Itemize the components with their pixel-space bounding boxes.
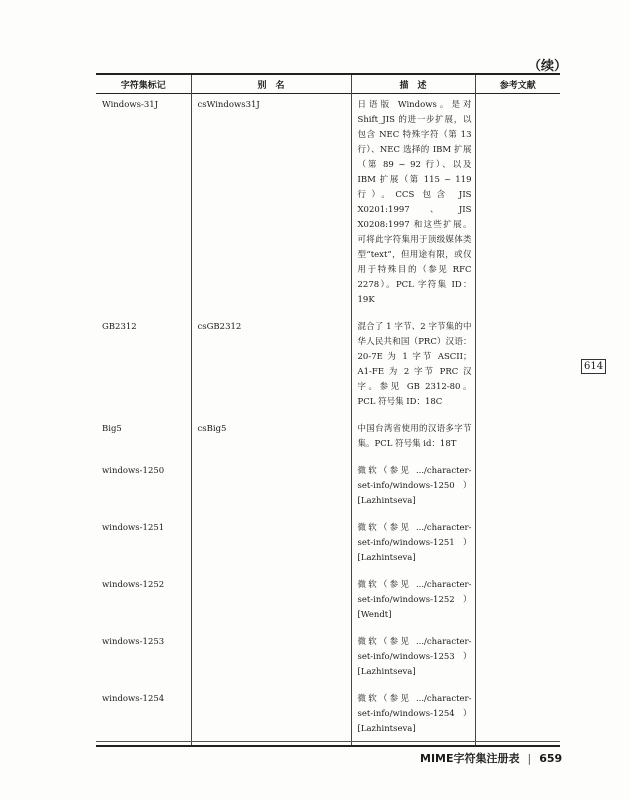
description-cell: 日语版 Windows。是对 Shift_JIS 的进一步扩展，以包含 NEC 特殊字符（第 13 行）、NEC 选择的 IBM 扩展（第 89 ~ 92 行）、以及 IBM 扩展（第 115 ~ 119 行）。CCS 包含 JIS X0201:1997、JIS X0208:1997 和这些扩展。可将此字符集用于顶级媒体类型“text”，但用途有限，或仅用于特殊目的（参见 RFC 2278）。PCL 字符集 ID：19K bbox=[351, 94, 475, 317]
alias-cell bbox=[191, 688, 351, 746]
alias-cell: csWindows31J bbox=[191, 94, 351, 317]
continued-label: （续） bbox=[528, 59, 568, 74]
table-row bbox=[96, 418, 560, 460]
reference-cell bbox=[475, 460, 560, 517]
description-cell: 微软（参见 .../character-set-info/windows-1251）[Lazhintseva] bbox=[351, 517, 475, 574]
margin-page-number: 614 bbox=[581, 359, 606, 374]
table-row bbox=[96, 460, 560, 517]
reference-cell bbox=[475, 688, 560, 746]
table-row bbox=[96, 316, 560, 418]
header-alias: 别 名 bbox=[191, 74, 351, 94]
footer-divider bbox=[96, 741, 560, 742]
footer-page-number: 659 bbox=[539, 752, 563, 765]
charset-tag-cell: GB2312 bbox=[102, 322, 137, 332]
charset-table bbox=[96, 73, 560, 747]
table-row bbox=[96, 631, 560, 688]
alias-cell bbox=[191, 574, 351, 631]
charset-tag-cell: Big5 bbox=[102, 424, 122, 434]
alias-cell bbox=[191, 460, 351, 517]
table-row bbox=[96, 517, 560, 574]
charset-tag-cell: windows-1253 bbox=[102, 637, 165, 647]
alias-cell: csGB2312 bbox=[191, 316, 351, 418]
description-cell: 微软（参见 .../character-set-info/windows-1254）[Lazhintseva] bbox=[351, 688, 475, 746]
alias-cell bbox=[191, 631, 351, 688]
description-cell: 微软（参见 .../character-set-info/windows-1250）[Lazhintseva] bbox=[351, 460, 475, 517]
footer-separator: | bbox=[527, 752, 532, 765]
description-cell: 微软（参见 .../character-set-info/windows-1252）[Wendt] bbox=[351, 574, 475, 631]
header-references: 参考文献 bbox=[475, 74, 560, 94]
charset-tag-cell: windows-1254 bbox=[102, 694, 165, 704]
charset-tag-cell: windows-1252 bbox=[102, 580, 165, 590]
table-row bbox=[96, 94, 560, 317]
reference-cell bbox=[475, 631, 560, 688]
charset-tag-cell: windows-1251 bbox=[102, 523, 165, 533]
description-cell: 中国台湾省使用的汉语多字节集。PCL 符号集 id：18T bbox=[351, 418, 475, 460]
footer-title: MIME字符集注册表 bbox=[420, 752, 520, 765]
charset-tag-cell: windows-1250 bbox=[102, 466, 165, 476]
table-header-row bbox=[96, 74, 560, 94]
header-charset-tag: 字符集标记 bbox=[120, 80, 166, 91]
alias-cell: csBig5 bbox=[191, 418, 351, 460]
reference-cell bbox=[475, 94, 560, 317]
description-cell: 微软（参见 .../character-set-info/windows-1253）[Lazhintseva] bbox=[351, 631, 475, 688]
reference-cell bbox=[475, 418, 560, 460]
table-row bbox=[96, 574, 560, 631]
charset-tag-cell: Windows-31J bbox=[102, 100, 159, 110]
header-description: 描 述 bbox=[351, 74, 475, 94]
description-cell: 混合了 1 字节、2 字节集的中华人民共和国（PRC）汉语：20-7E 为 1 字节 ASCII；A1-FE 为 2 字节 PRC 汉字。参见 GB 2312-80。PCL 符号集 ID：18C bbox=[351, 316, 475, 418]
table-row bbox=[96, 688, 560, 746]
reference-cell bbox=[475, 517, 560, 574]
alias-cell bbox=[191, 517, 351, 574]
reference-cell bbox=[475, 316, 560, 418]
reference-cell bbox=[475, 574, 560, 631]
page-footer bbox=[420, 750, 562, 766]
